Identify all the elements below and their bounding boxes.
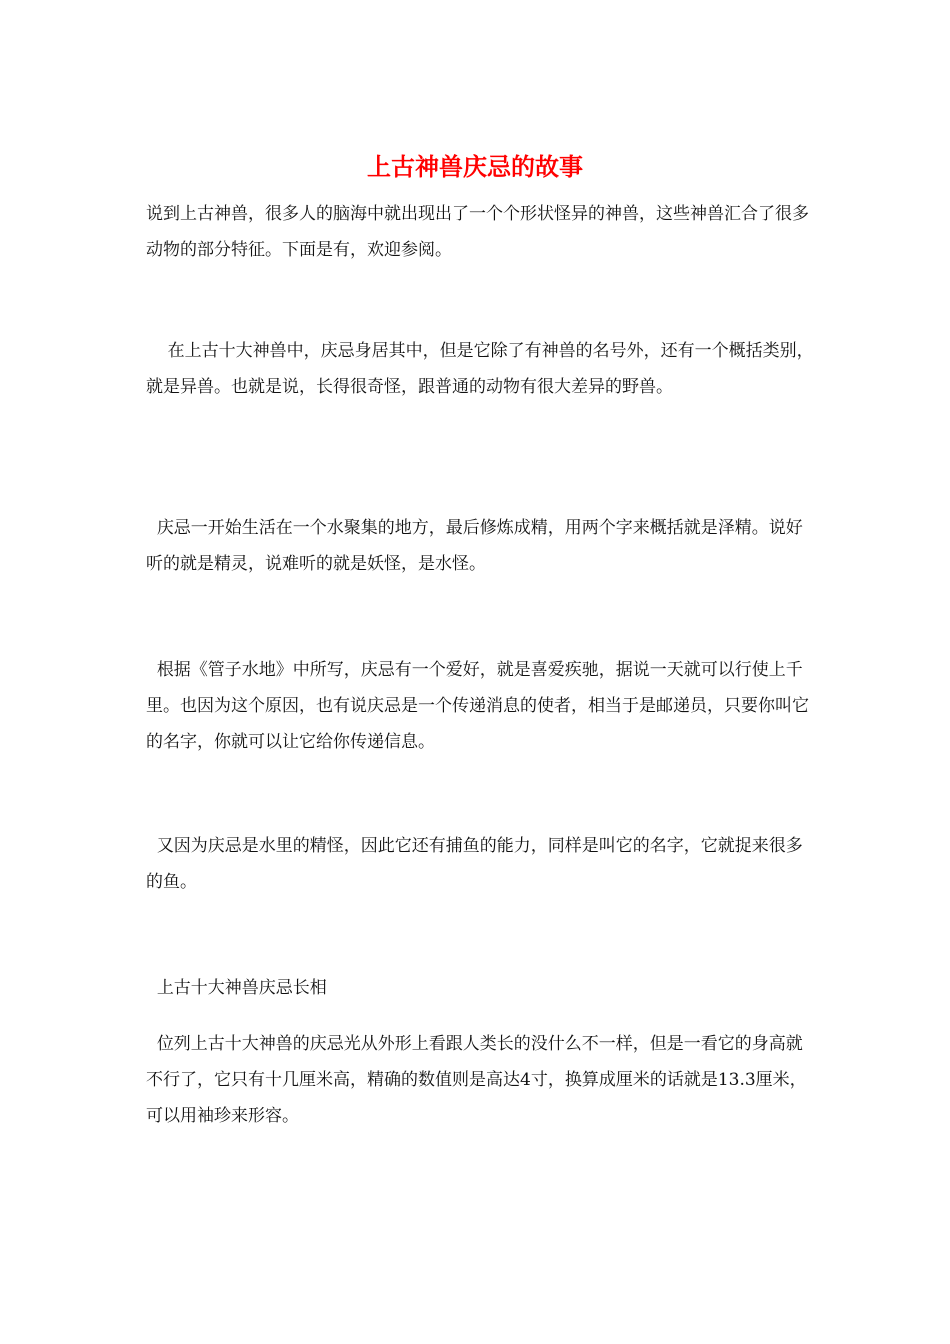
paragraph-messenger: 根据《管子水地》中所写，庆忌有一个爱好，就是喜爱疾驰，据说一天就可以行使上千里。也因为这个原因，也有说庆忌是一个传递消息的使者，相当于是邮递员，只要你叫它的名字，你就可以让它给你传递信息。 bbox=[146, 660, 809, 752]
document-title: 上古神兽庆忌的故事 bbox=[367, 152, 583, 181]
paragraph-category: 在上古十大神兽中，庆忌身居其中，但是它除了有神兽的名号外，还有一个概括类别，就是异兽。也就是说，长得很奇怪，跟普通的动物有很大差异的野兽。 bbox=[146, 341, 814, 397]
paragraph-intro: 说到上古神兽，很多人的脑海中就出现出了一个个形状怪异的神兽，这些神兽汇合了很多动物的部分特征。下面是有，欢迎参阅。 bbox=[146, 204, 809, 260]
paragraph-appearance: 位列上古十大神兽的庆忌光从外形上看跟人类长的没什么不一样，但是一看它的身高就不行了，它只有十几厘米高，精确的数值则是高达4寸，换算成厘米的话就是13.3厘米，可以用袖珍来形容。 bbox=[146, 1034, 807, 1126]
paragraph-origin: 庆忌一开始生活在一个水聚集的地方，最后修炼成精，用两个字来概括就是泽精。说好听的就是精灵，说难听的就是妖怪，是水怪。 bbox=[146, 518, 803, 574]
paragraph-fishing: 又因为庆忌是水里的精怪，因此它还有捕鱼的能力，同样是叫它的名字，它就捉来很多的鱼。 bbox=[146, 836, 803, 892]
section-heading-appearance: 上古十大神兽庆忌长相 bbox=[146, 978, 327, 998]
